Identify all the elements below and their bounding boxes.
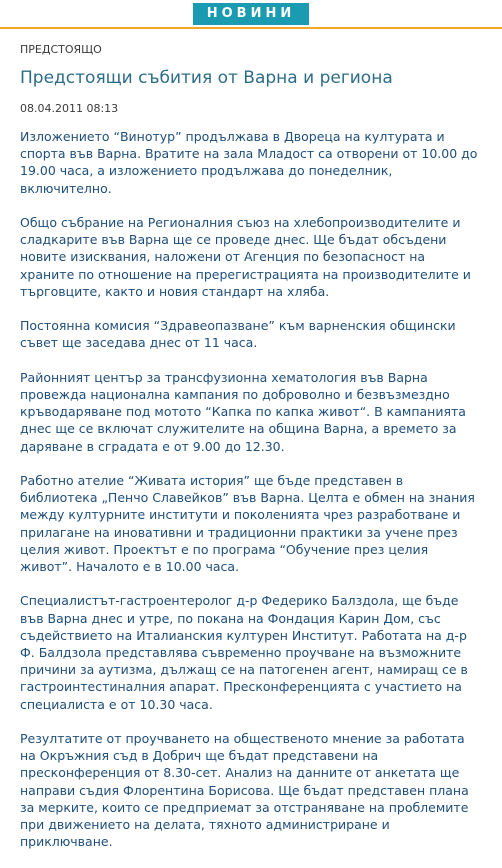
article-paragraph: Районният център за трансфузионна хематология във Варна провежда национална кампания по доброволно и безвъзмездно кръводаряване под мотото “Капка по капка живот“. В кампанията днес ще се включат служителите на община Варна, а времето за даряване в сградата е от 9.00 до 12.30. <box>20 369 466 454</box>
article-paragraph: Специалистът-гастроентеролог д-р Федерико Балздола, ще бъде във Варна днес и утре, по покана на Фондация Карин Дом, със съдействието на Италианския културен Институт. Работата на д-р Ф. Балдзола представлява съвременно проучване на възможните причини за аутизма, дължащ се на патогенен агент, намиращ се в гастроинтестиналния апарат. Пресконференцията с участието на специалиста е от 10.30 часа. <box>20 593 468 712</box>
article-paragraph: Постоянна комисия “Здравеопазване” към варненския общински съвет ще заседава днес от 11 часа. <box>20 318 456 351</box>
header-divider <box>0 27 502 29</box>
news-tab[interactable]: НОВИНИ <box>193 3 309 25</box>
article-body <box>20 128 482 868</box>
article-paragraph: Изложението “Винотур” продължава в Двореца на културата и спорта във Варна. Вратите на зала Младост са отворени от 10.00 до 19.00 часа, а изложението продължава до понеделник, включително. <box>20 129 478 196</box>
article-paragraph: Работно ателие “Живата история” ще бъде представен в библиотека „Пенчо Славейков” във Варна. Целта е обмен на знания между културните институти и поколенията чрез разработване и прилагане на иновативни и традиционни практики за учене през целия живот. Проектът е по програма “Обучение през целия живот”. Началото е в 10.00 часа. <box>20 473 475 575</box>
header-bar <box>0 0 502 28</box>
article-paragraph: Общо събрание на Регионалния съюз на хлебопроизводителите и сладкарите във Варна ще се проведе днес. Ще бъдат обсъдени новите изисквания, наложени от Агенция по безопасност на храните по отношение на пререгистрацията на производителите и търговците, както и новия стандарт на хляба. <box>20 215 471 299</box>
article-category: ПРЕДСТОЯЩО <box>20 43 102 56</box>
article-title: Предстоящи събития от Варна и региона <box>20 68 393 88</box>
article-date: 08.04.2011 08:13 <box>20 102 119 115</box>
article-paragraph: Резултатите от проучването на общественото мнение за работата на Окръжния съд в Добрич ще бъдат представени на пресконференция от 8.30-сет. Анализ на данните от анкетата ще направи съдия Флорентина Борисова. Ще бъдат представен плана за мерките, които се предприемат за отстраняване на проблемите при движението на делата, тяхното администриране и приключване. <box>20 731 469 850</box>
